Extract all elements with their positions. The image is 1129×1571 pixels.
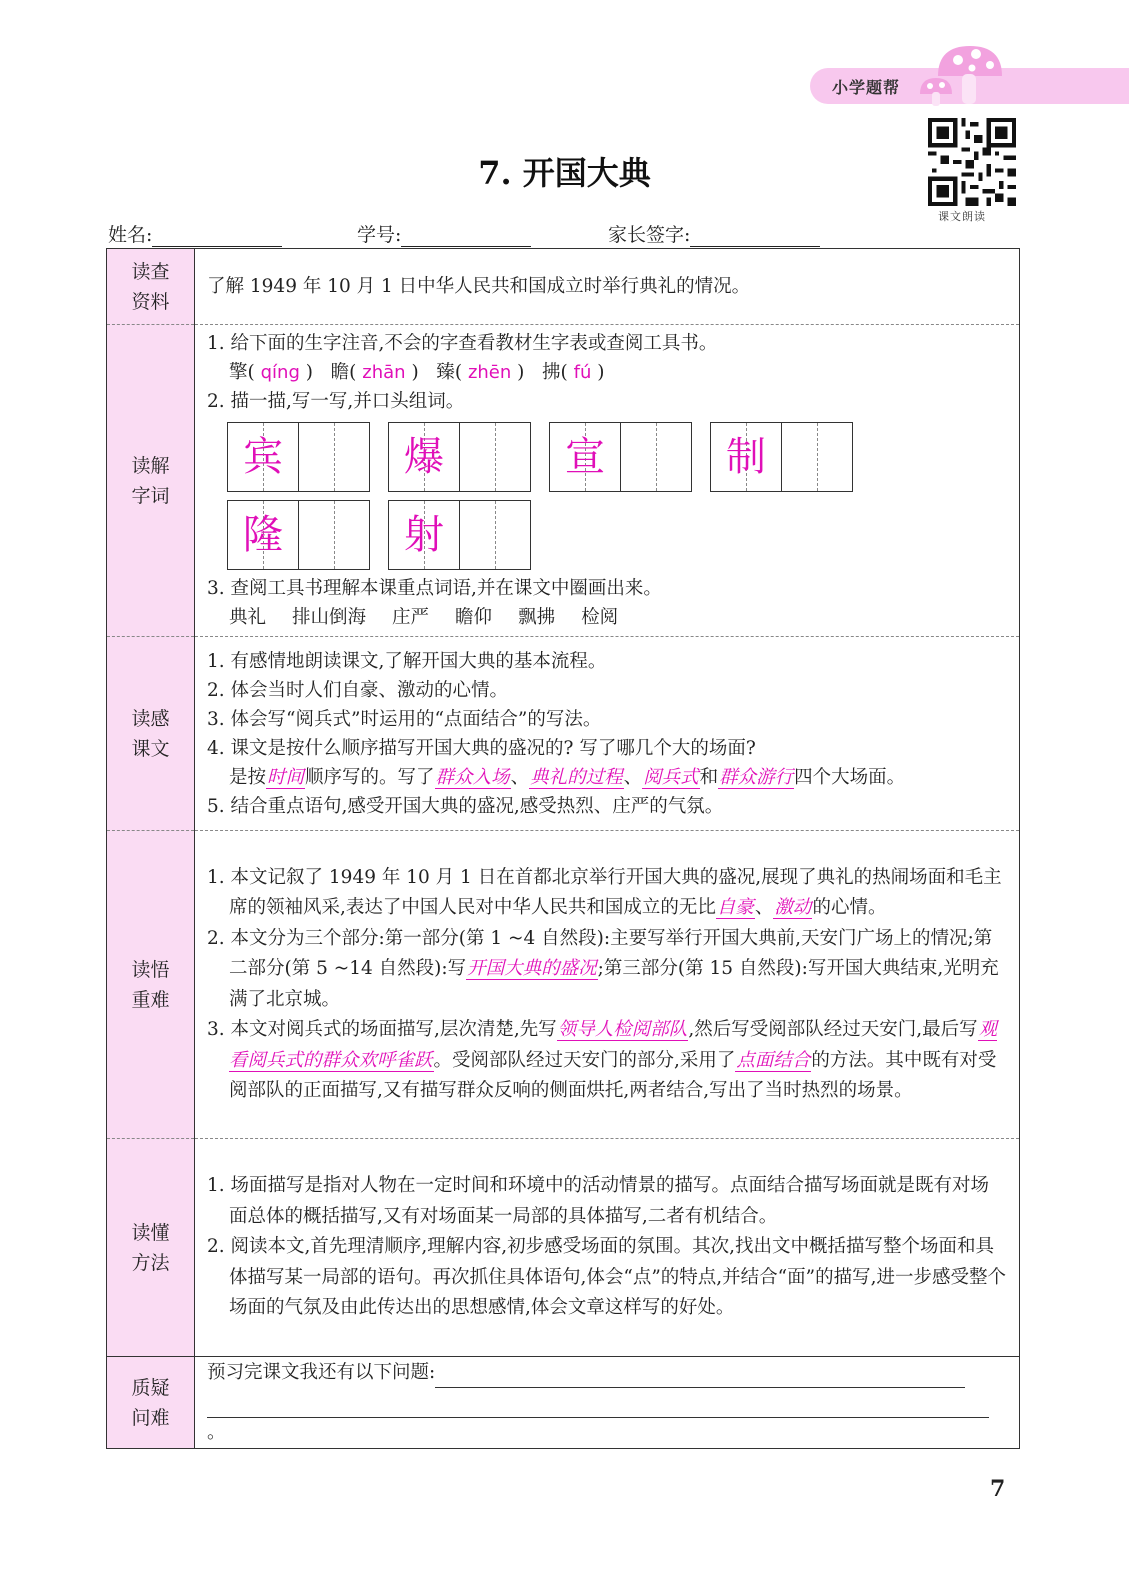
answer-blank: 点面结合 xyxy=(736,1049,811,1071)
id-field[interactable] xyxy=(357,220,531,247)
label-line: 读感 xyxy=(131,707,170,730)
writing-grid[interactable] xyxy=(227,500,370,570)
r1-text: 了解 1949 年 10 月 1 日中华人民共和国成立时举行典礼的情况。 xyxy=(207,276,751,297)
r5-item: 1. 场面描写是指对人物在一定时间和环境中的活动情景的描写。点面结合描写场面就是既有对场面总体的概括描写,又有对场面某一局部的具体描写,二者有机结合。 xyxy=(207,1175,990,1227)
trace-char: 射 xyxy=(404,512,444,558)
qr-caption: 课文朗读 xyxy=(938,210,986,223)
writing-grid[interactable] xyxy=(549,422,692,492)
trace-char: 隆 xyxy=(243,512,283,558)
sign-label: 家长签字: xyxy=(608,224,691,246)
row-read-check xyxy=(107,249,1020,325)
row-label xyxy=(107,831,195,1139)
pinyin-char: 臻 xyxy=(436,362,455,383)
r3-item: 4. 课文是按什么顺序描写开国大典的盛况的? 写了哪几个大的场面? xyxy=(207,737,756,759)
end-mark: 。 xyxy=(207,1421,226,1443)
pinyin-answer: fú xyxy=(573,362,592,383)
pinyin-char: 拂 xyxy=(542,362,561,383)
r4-item: 2. 本文分为三个部分:第一部分(第 1 ~4 自然段):主要写举行开国大典前,天安门广场上的情况;第二部分(第 5 ~14 自然段):写开国大典的盛况;第三部分(第 15 自然段):写开国大典结束,光明充满了北京城。 xyxy=(207,927,999,1010)
writing-grid[interactable] xyxy=(710,422,853,492)
pinyin-char: 擎 xyxy=(229,362,248,383)
row-key-points xyxy=(107,831,1020,1139)
row-content xyxy=(195,1139,1020,1357)
row-label xyxy=(107,1139,195,1357)
row-label xyxy=(107,249,195,325)
label-line: 读懂 xyxy=(131,1221,170,1244)
label-line: 课文 xyxy=(131,737,170,760)
row-method xyxy=(107,1139,1020,1357)
sign-field[interactable] xyxy=(608,220,820,247)
label-line: 重难 xyxy=(131,988,170,1011)
row-label xyxy=(107,325,195,637)
answer-blank: 群众游行 xyxy=(719,766,794,788)
label-line: 质疑 xyxy=(131,1376,170,1399)
name-label: 姓名: xyxy=(108,224,153,246)
row-label xyxy=(107,1357,195,1449)
trace-char: 爆 xyxy=(404,434,444,480)
answer-blank: 时间 xyxy=(267,766,305,788)
row-content xyxy=(195,637,1020,831)
question-prompt: 预习完课文我还有以下问题: xyxy=(207,1361,436,1383)
row-content xyxy=(195,1357,1020,1449)
label-line: 问难 xyxy=(131,1406,170,1429)
question-line[interactable] xyxy=(207,1397,989,1418)
writing-grid[interactable] xyxy=(388,500,531,570)
answer-blank: 激动 xyxy=(774,897,812,918)
answer-blank: 观看阅兵式的群众欢呼雀跃 xyxy=(229,1019,998,1071)
vocab-word: 检阅 xyxy=(581,607,619,628)
sign-line[interactable] xyxy=(690,226,820,247)
label-line: 读查 xyxy=(131,260,170,283)
row-feel-text xyxy=(107,637,1020,831)
vocab-word: 排山倒海 xyxy=(292,607,367,628)
row-characters xyxy=(107,325,1020,637)
writing-grid[interactable] xyxy=(388,422,531,492)
writing-grid[interactable] xyxy=(227,422,370,492)
pinyin-answer: zhān xyxy=(362,362,406,383)
label-line: 方法 xyxy=(131,1251,170,1274)
answer-blank: 典礼的过程 xyxy=(530,766,623,788)
row-label xyxy=(107,637,195,831)
answer-blank: 群众入场 xyxy=(435,766,510,788)
id-label: 学号: xyxy=(357,224,402,246)
vocab-word: 典礼 xyxy=(229,607,267,628)
answer-blank: 自豪 xyxy=(716,897,754,918)
r3-item: 1. 有感情地朗读课文,了解开国大典的基本流程。 xyxy=(207,650,607,672)
writing-grid-row xyxy=(207,422,1007,492)
worksheet-table xyxy=(106,248,1020,1449)
trace-char: 制 xyxy=(726,434,766,480)
vocab-word: 瞻仰 xyxy=(455,607,493,628)
pinyin-answer: qíng xyxy=(260,362,300,383)
brand-label: 小学题帮 xyxy=(832,78,901,97)
trace-char: 宣 xyxy=(565,434,605,480)
label-line: 读解 xyxy=(131,454,170,477)
question-line[interactable] xyxy=(435,1367,965,1388)
r5-item: 2. 阅读本文,首先理清顺序,理解内容,初步感受场面的氛围。其次,找出文中概括描写整个场面和具体描写某一局部的语句。再次抓住具体语句,体会“点”的特点,并结合“面”的描写,进一步感受整个场面的气氛及由此传达出的思想感情,体会文章这样写的好处。 xyxy=(207,1236,1006,1319)
row-content xyxy=(195,325,1020,637)
page-title: 7. 开国大典 xyxy=(478,154,651,192)
row-content xyxy=(195,249,1020,325)
pinyin-char: 瞻 xyxy=(330,362,350,383)
r3-item: 3. 体会写“阅兵式”时运用的“点面结合”的写法。 xyxy=(207,708,602,730)
r2-q1: 1. 给下面的生字注音,不会的字查看教材生字表或查阅工具书。 xyxy=(207,333,718,354)
r3-answer: 是按时间顺序写的。写了群众入场、典礼的过程、阅兵式和群众游行四个大场面。 xyxy=(229,766,906,788)
row-questions xyxy=(107,1357,1020,1449)
r2-q2: 2. 描一描,写一写,并口头组词。 xyxy=(207,391,465,412)
r2-q3: 3. 查阅工具书理解本课重点词语,并在课文中圈画出来。 xyxy=(207,578,662,599)
answer-blank: 开国大典的盛况 xyxy=(467,958,597,979)
r4-item: 3. 本文对阅兵式的场面描写,层次清楚,先写领导人检阅部队,然后写受阅部队经过天安门,最后写观看阅兵式的群众欢呼雀跃。受阅部队经过天安门的部分,采用了点面结合的方法。其中既有对受阅部队的正面描写,又有描写群众反响的侧面烘托,两者结合,写出了当时热烈的场景。 xyxy=(207,1019,998,1101)
page-number: 7 xyxy=(990,1476,1006,1502)
r3-item: 5. 结合重点语句,感受开国大典的盛况,感受热烈、庄严的气氛。 xyxy=(207,795,724,817)
row-content xyxy=(195,831,1020,1139)
label-line: 资料 xyxy=(131,290,170,313)
vocab-word: 飘拂 xyxy=(518,607,556,628)
name-line[interactable] xyxy=(152,226,282,247)
pinyin-answer: zhēn xyxy=(467,362,512,383)
r3-item: 2. 体会当时人们自豪、激动的心情。 xyxy=(207,679,509,701)
mushroom-icon xyxy=(918,40,1008,108)
id-line[interactable] xyxy=(401,226,531,247)
label-line: 读悟 xyxy=(131,958,170,981)
name-field[interactable] xyxy=(108,220,282,247)
writing-grid-row xyxy=(207,500,1007,570)
vocab-word: 庄严 xyxy=(392,607,430,628)
answer-blank: 阅兵式 xyxy=(643,766,699,788)
trace-char: 宾 xyxy=(243,434,283,480)
pinyin-line: 擎( qíng ) 瞻( zhān ) 臻( zhēn ) 拂( fú ) xyxy=(229,362,605,383)
r4-item: 1. 本文记叙了 1949 年 10 月 1 日在首都北京举行开国大典的盛况,展现了典礼的热闹场面和毛主席的领袖风采,表达了中国人民对中华人民共和国成立的无比自豪、激动的心情。 xyxy=(207,866,1002,918)
label-line: 字词 xyxy=(131,484,170,507)
vocab-words xyxy=(207,603,1007,632)
answer-blank: 领导人检阅部队 xyxy=(557,1019,688,1040)
